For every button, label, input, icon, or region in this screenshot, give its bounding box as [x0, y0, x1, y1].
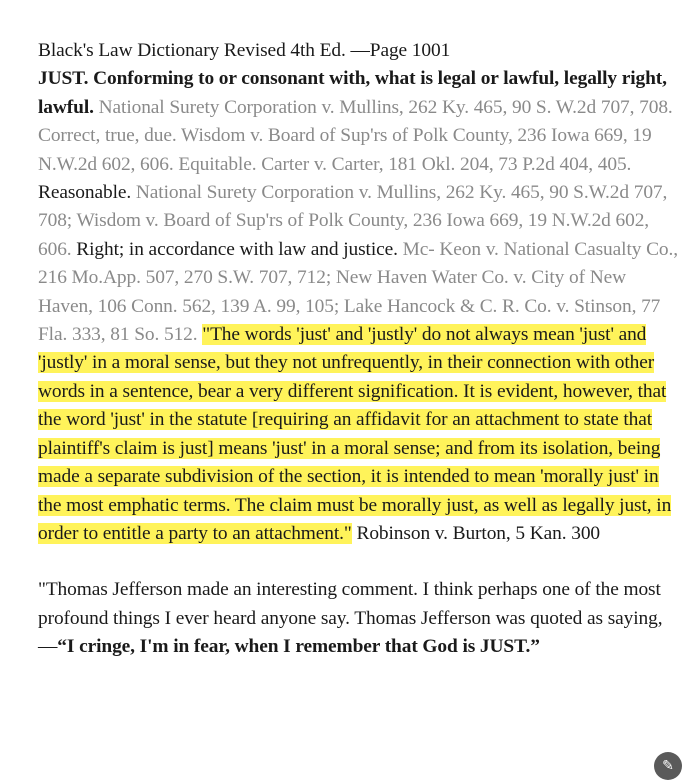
- jefferson-paragraph: [38, 576, 678, 661]
- document-body: [38, 37, 678, 662]
- headword-definition: JUST. Conforming to or consonant with, what is legal or lawful, legally right, lawful.: [38, 68, 667, 118]
- definition-paragraph: [38, 37, 678, 548]
- citation-3: Mc- Keon v. National Casualty Co., 216 Mo.App. 507, 270 S.W. 707, 712; New Haven Water Co. v. City of New Haven, 106 Conn. 562, 139 A. 99, 105; Lake Hancock & C. R. Co. v. Stinson, 77 Fla. 333, 81 So. 512.: [38, 238, 679, 346]
- citation-1: National Surety Corporation v. Mullins, 262 Ky. 465, 90 S. W.2d 707, 708. Correct, true, due. Wisdom v. Board of Sup'rs of Polk County, 236 Iowa 669, 19 N.W.2d 602, 606. Equitable. Carter v. Carter, 181 Okl. 204, 73 P.2d 404, 405.: [38, 96, 673, 175]
- highlighted-quote[interactable]: "The words 'just' and 'justly' do not always mean 'just' and 'justly' in a moral sense, but they not unfrequently, in their connection with other words in a sentence, bear a very different signification. It is evident, however, that the word 'just' in the statute [requiring an affidavit for an attachment to state that plaintiff's claim is just] means 'just' in a moral sense; and from its isolation, being made a separate subdivision of the section, it is intended to mean 'morally just' in the most emphatic terms. The claim must be morally just, as well as legally just, in order to entitle a party to an attachment.": [38, 324, 672, 544]
- source-header: Black's Law Dictionary Revised 4th Ed. —Page 1001: [38, 40, 451, 61]
- definition-reasonable: Reasonable.: [38, 182, 132, 204]
- definition-right: Right; in accordance with law and justice.: [76, 238, 398, 260]
- quote-citation: Robinson v. Burton, 5 Kan. 300: [351, 522, 601, 544]
- chat-icon[interactable]: ✎: [654, 752, 682, 780]
- jefferson-quote: “I cringe, I'm in fear, when I remember that God is JUST.”: [57, 636, 540, 658]
- jefferson-text: "Thomas Jefferson made an interesting comment. I think perhaps one of the most profound things I ever heard anyone say. Thomas Jefferson was quoted as saying, —: [38, 579, 663, 658]
- citation-2: National Surety Corporation v. Mullins, 262 Ky. 465, 90 S.W.2d 707, 708; Wisdom v. Board of Sup'rs of Polk County, 236 Iowa 669, 19 N.W.2d 602, 606.: [38, 182, 668, 260]
